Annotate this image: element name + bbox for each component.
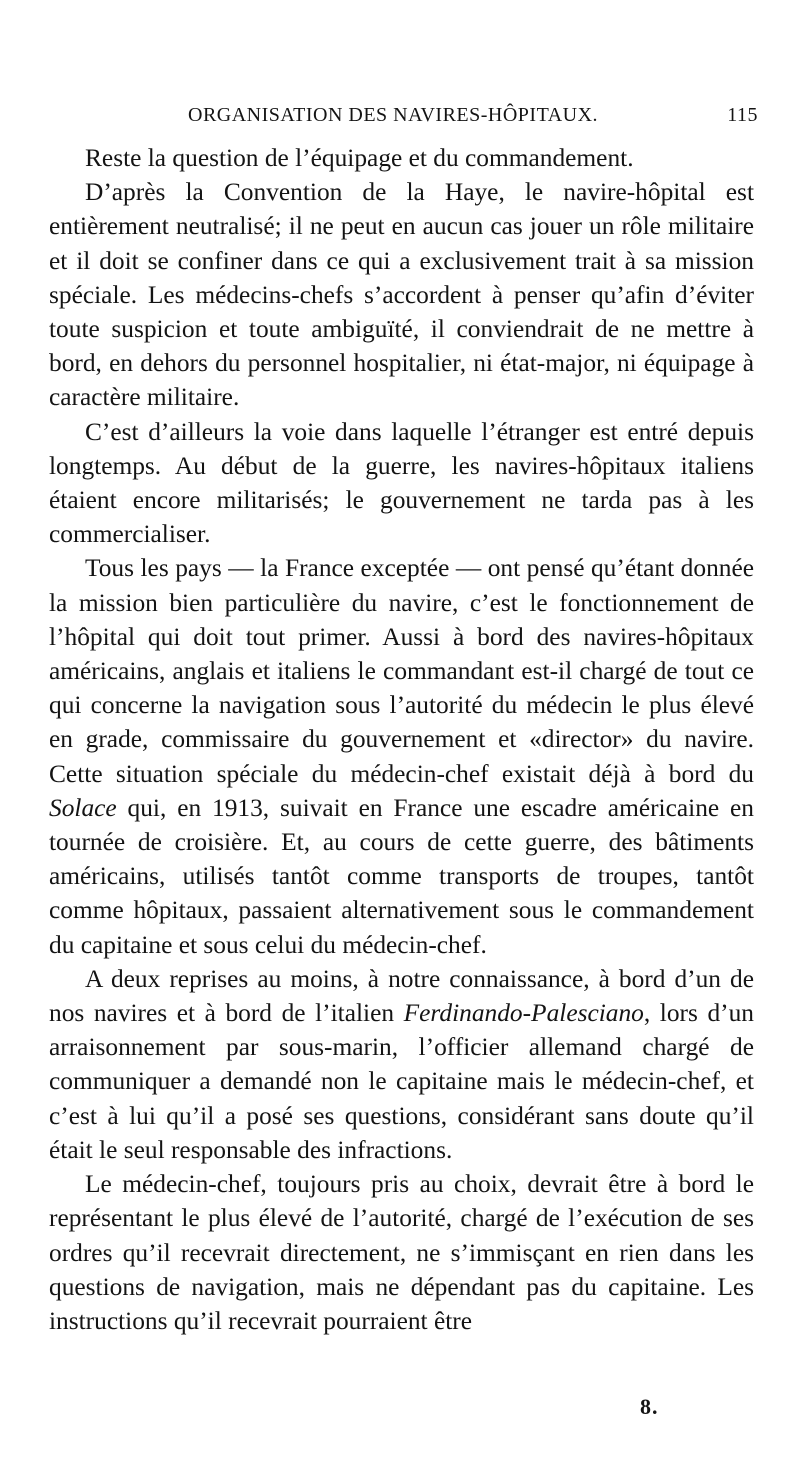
ship-name: Ferdinando-Palesciano: [403, 999, 644, 1028]
ship-name: Solace: [49, 793, 117, 822]
paragraph: A deux reprises au moins, à notre connaissance, à bord d’un de nos navires et à bord de l’italien Ferdinando-Palesciano, lors d’un arraisonnement par sous-marin, l’officier allemand chargé de communiquer a demandé non le capitaine mais le médecin-chef, et c’est à lui qu’il a posé ses questions, considérant sans doute qu’il était le seul responsable des infractions.: [49, 964, 755, 1164]
paragraph: Le médecin-chef, toujours pris au choix, devrait être à bord le représentant le plus élevé de l’autorité, chargé de l’exécution de ses ordres qu’il recevrait directement, ne s’immisçant en rien dans les questions de navigation, mais ne dépendant pas du capitaine. Les instructions qu’il recevrait pourraient être: [49, 1170, 754, 1335]
paragraph: C’est d’ailleurs la voie dans laquelle l’étranger est entré depuis longtemps. Au début de la guerre, les navires-hôpitaux italiens étaient encore militarisés; le gouvernement ne tarda pas à les commercialiser.: [49, 417, 754, 549]
page-number: 115: [727, 104, 758, 126]
body-text: [49, 141, 754, 1338]
paragraph: Reste la question de l’équipage et du commandement.: [85, 144, 634, 172]
paragraph: D’après la Convention de la Haye, le navire-hôpital est entièrement neutralisé; il ne peut en aucun cas jouer un rôle militaire et il doit se confiner dans ce qui a exclusivement trait à sa mission spéciale. Les médecins-chefs s’accordent à penser qu’afin d’éviter toute suspicion et toute ambiguïté, il conviendrait de ne mettre à bord, en dehors du personnel hospitalier, ni état-major, ni équipage à caractère militaire.: [49, 178, 754, 412]
running-header: [170, 104, 758, 127]
paragraph: Tous les pays — la France exceptée — ont pensé qu’étant donnée la mission bien particulière du navire, c’est le fonctionnement de l’hôpital qui doit tout primer. Aussi à bord des navires-hôpitaux américains, anglais et italiens le commandant est-il chargé de tout ce qui concerne la navigation sous l’autorité du médecin le plus élevé en grade, commissaire du gouvernement et «director» du navire. Cette situation spéciale du médecin-chef existait déjà à bord du Solace qui, en 1913, suivait en France une escadre américaine en tournée de croisière. Et, au cours de cette guerre, des bâtiments américains, utilisés tantôt comme transports de troupes, tantôt comme hôpitaux, passaient alternativement sous le commandement du capitaine et sous celui du médecin-chef.: [49, 554, 754, 959]
running-title: ORGANISATION DES NAVIRES-HÔPITAUX.: [188, 104, 599, 126]
signature-mark: 8.: [640, 1394, 659, 1419]
